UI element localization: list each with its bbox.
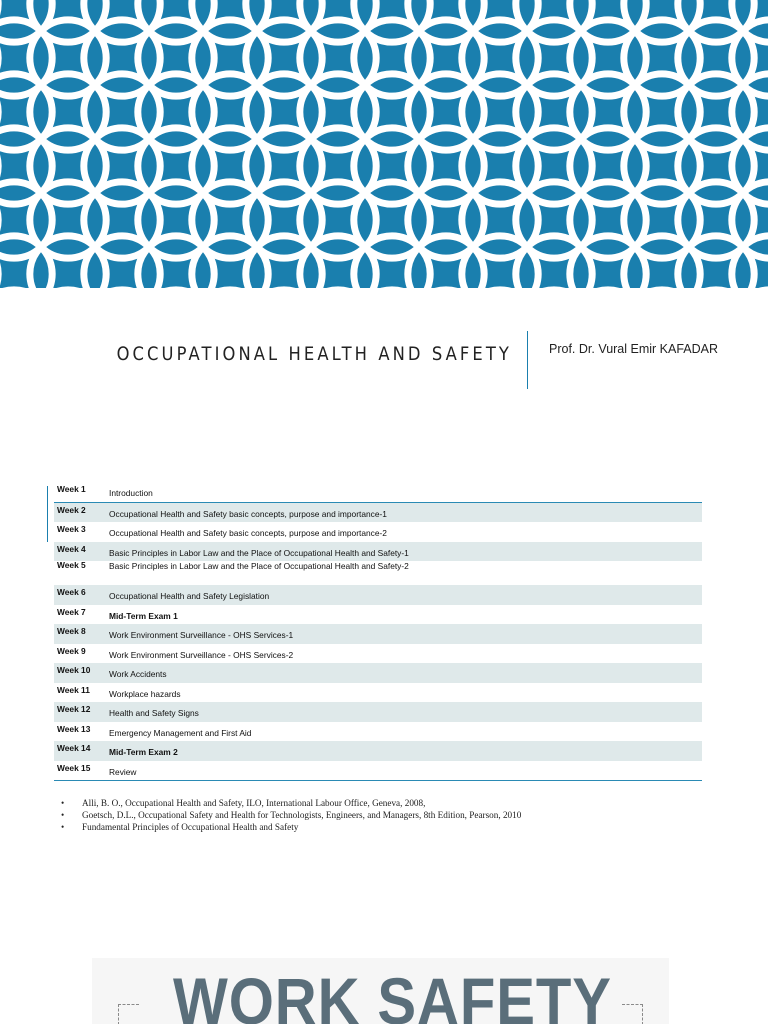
week-topic: Work Environment Surveillance - OHS Services-2 [109,649,294,660]
week-label: Week 2 [57,504,86,515]
week-topic: Mid-Term Exam 1 [109,610,178,621]
week-topic: Work Environment Surveillance - OHS Services-1 [109,630,294,640]
table-row [54,683,702,703]
reference-item [59,821,521,833]
bullet-icon: • [61,810,65,820]
bullet-icon: • [61,798,65,808]
table-row [54,605,702,625]
week-label: Week 13 [57,723,91,734]
week-topic: Work Accidents [109,669,167,679]
week-topic: Basic Principles in Labor Law and the Place of Occupational Health and Safety-2 [109,561,409,571]
week-label: Week 10 [57,665,91,675]
table-row [54,741,702,761]
week-topic: Review [109,766,137,777]
week-topic: Workplace hazards [109,688,181,699]
table-row [54,702,702,722]
work-safety-image [92,958,669,1024]
corner-bracket-icon [118,1004,139,1024]
week-label: Week 4 [57,543,86,554]
week-label: Week 9 [57,645,86,656]
table-row [54,624,702,644]
week-label: Week 3 [57,524,86,534]
week-topic: Basic Principles in Labor Law and the Place of Occupational Health and Safety-1 [109,547,409,558]
reference-text: Goetsch, D.L., Occupational Safety and Health for Technologists, Engineers, and Managers, 8th Edition, Pearson, 2010 [82,810,522,820]
author-name: Prof. Dr. Vural Emir KAFADAR [549,342,719,356]
table-row [54,663,702,683]
reference-item [59,809,521,821]
table-row [54,482,702,503]
table-row [54,722,702,742]
week-topic: Occupational Health and Safety Legislation [109,591,270,601]
week-label: Week 5 [57,560,86,570]
table-row [54,585,702,605]
week-topic: Emergency Management and First Aid [109,727,252,738]
week-label: Week 1 [57,484,86,494]
reference-item [59,797,521,809]
accent-line [47,486,48,542]
schedule-table [54,482,702,781]
week-label: Week 7 [57,606,86,617]
week-label: Week 8 [57,626,86,636]
week-label: Week 14 [57,743,91,753]
week-topic: Introduction [109,488,153,498]
table-row [54,522,702,542]
page-title: OCCUPATIONAL HEALTH AND SAFETY [116,343,512,365]
decorative-banner [0,0,768,288]
week-topic: Occupational Health and Safety basic concepts, purpose and importance-2 [109,528,387,538]
work-safety-heading: WORK SAFETY [173,964,612,1024]
table-row [54,644,702,664]
table-row [54,561,702,581]
circle-pattern [0,0,768,288]
week-label: Week 12 [57,704,91,714]
week-topic: Health and Safety Signs [109,708,199,718]
reference-text: Alli, B. O., Occupational Health and Safety, ILO, International Labour Office, Geneva, 2008, [82,798,426,808]
week-topic: Mid-Term Exam 2 [109,747,178,757]
corner-bracket-icon [622,1004,643,1024]
week-topic: Occupational Health and Safety basic concepts, purpose and importance-1 [109,508,387,519]
table-row [54,761,702,782]
week-label: Week 11 [57,684,90,695]
bullet-icon: • [61,822,65,832]
week-label: Week 6 [57,587,86,597]
references-list [59,797,521,833]
reference-text: Fundamental Principles of Occupational Health and Safety [82,822,299,832]
week-label: Week 15 [57,762,91,773]
table-row [54,503,702,523]
table-row [54,542,702,562]
title-divider [527,331,528,389]
